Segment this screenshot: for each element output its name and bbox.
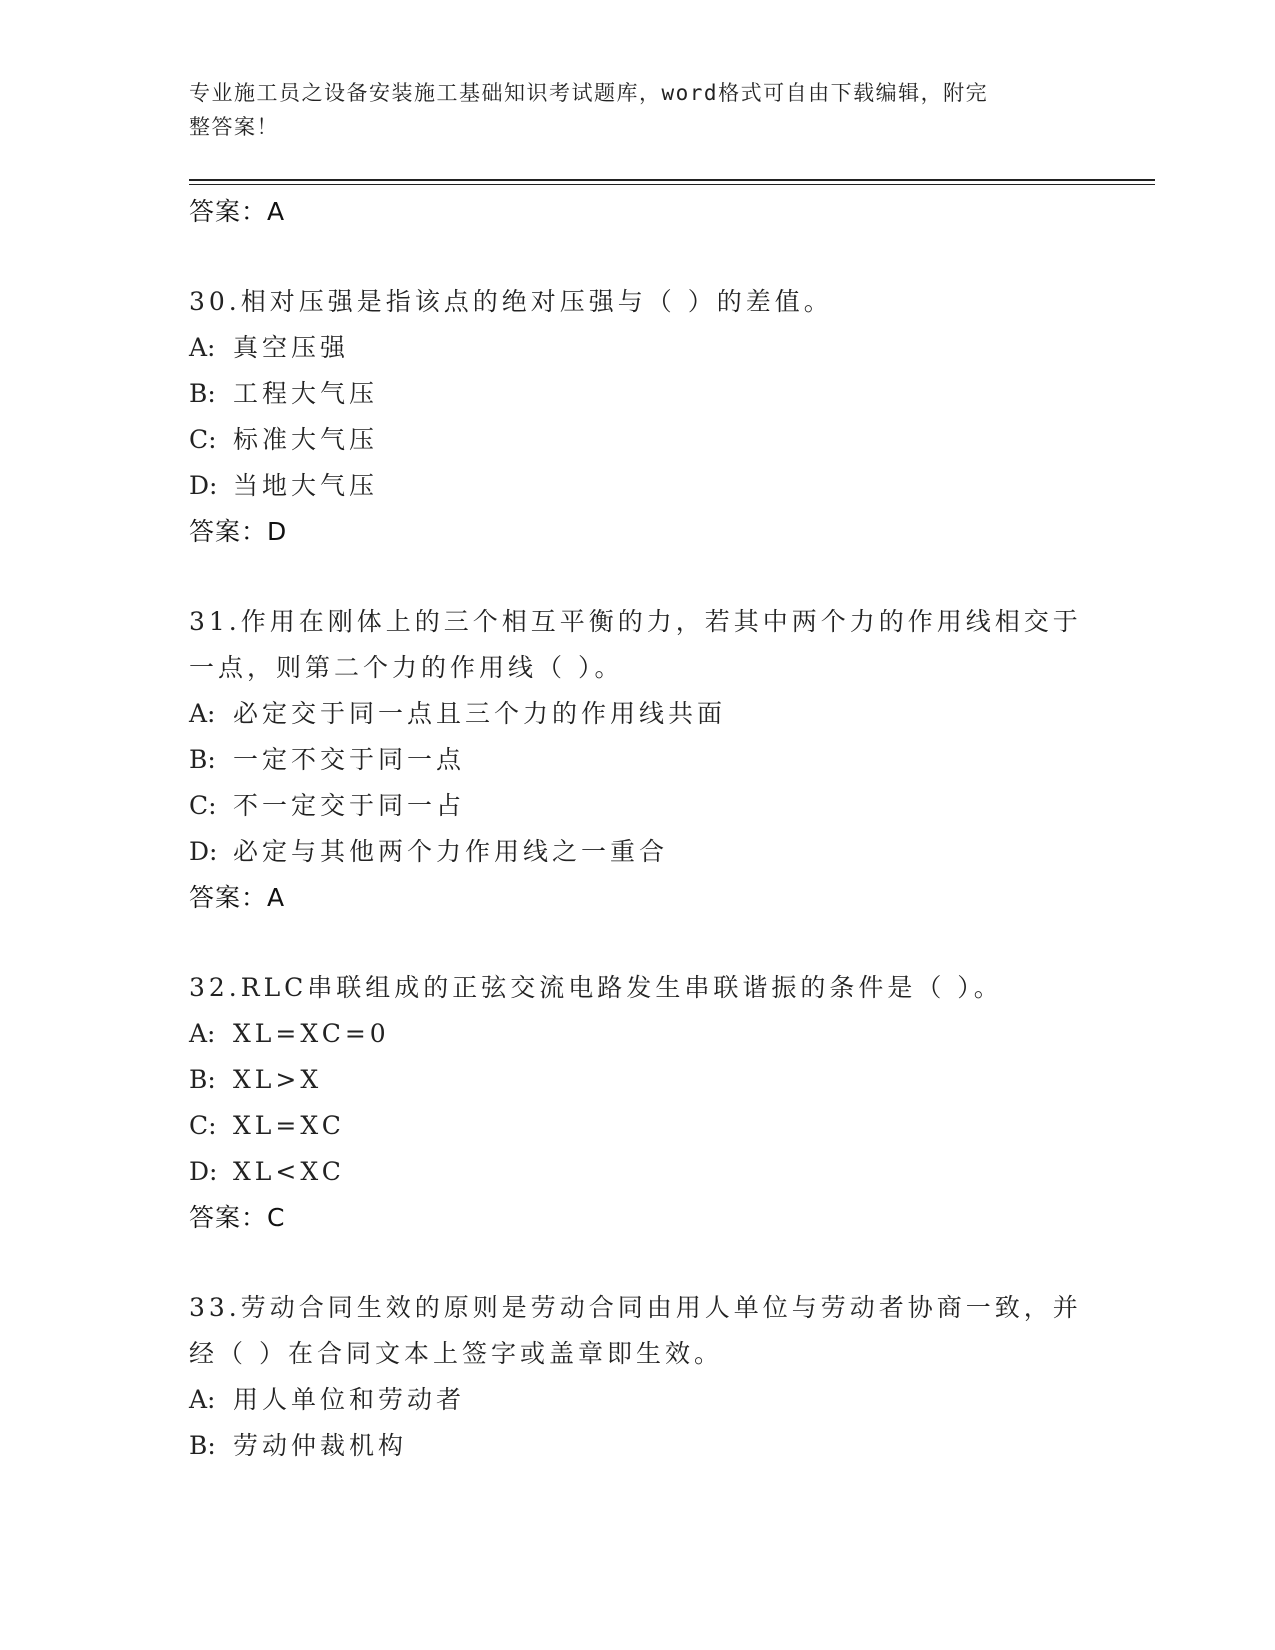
option-text: 当地大气压 [233, 471, 379, 500]
option-b [189, 371, 1089, 417]
option-text: XL>X [233, 1065, 323, 1094]
option-letter: D: [189, 837, 218, 866]
option-text: 不一定交于同一占 [233, 791, 466, 820]
option-text: 标准大气压 [233, 425, 379, 454]
option-d [189, 829, 1089, 875]
option-letter: B: [189, 1065, 216, 1094]
option-text: 必定与其他两个力作用线之一重合 [233, 837, 669, 866]
question-stem: 32.RLC串联组成的正弦交流电路发生串联谐振的条件是（ ）。 [189, 973, 1003, 1002]
option-a [189, 691, 1089, 737]
answer-line: 答案：A [189, 883, 286, 912]
question-32 [189, 965, 1089, 1241]
option-text: 劳动仲裁机构 [233, 1431, 408, 1460]
question-30 [189, 279, 1089, 555]
option-b [189, 737, 1089, 783]
question-stem: 31.作用在刚体上的三个相互平衡的力，若其中两个力的作用线相交于一点，则第二个力的作用线（ ）。 [189, 607, 1082, 682]
question-stem: 33.劳动合同生效的原则是劳动合同由用人单位与劳动者协商一致，并经（ ）在合同文本上签字或盖章即生效。 [189, 1293, 1082, 1368]
answer-line: 答案：C [189, 1203, 286, 1232]
option-text: 一定不交于同一点 [233, 745, 466, 774]
option-letter: A: [189, 1019, 216, 1048]
option-text: XL<XC [233, 1157, 345, 1186]
option-letter: D: [189, 471, 218, 500]
question-33 [189, 1285, 1089, 1469]
option-a [189, 325, 1089, 371]
option-text: XL=XC=0 [233, 1019, 390, 1048]
header-rule-thin [189, 184, 1155, 185]
header-line-1: 专业施工员之设备安装施工基础知识考试题库，word格式可自由下载编辑，附完 [189, 81, 989, 105]
option-text: XL=XC [233, 1111, 345, 1140]
option-letter: D: [189, 1157, 218, 1186]
option-b [189, 1423, 1089, 1469]
option-text: 用人单位和劳动者 [233, 1385, 466, 1414]
question-31 [189, 599, 1089, 921]
header-rule-thick [189, 179, 1155, 181]
answer-line: 答案：A [189, 197, 286, 226]
option-d [189, 1149, 1089, 1195]
option-letter: C: [189, 1111, 217, 1140]
header-line-2: 整答案！ [189, 115, 279, 139]
option-letter: C: [189, 425, 217, 454]
option-text: 工程大气压 [233, 379, 379, 408]
option-letter: B: [189, 1431, 216, 1460]
option-letter: A: [189, 1385, 216, 1414]
option-text: 真空压强 [233, 333, 350, 362]
option-c [189, 1103, 1089, 1149]
question-stem: 30.相对压强是指该点的绝对压强与（ ）的差值。 [189, 287, 833, 316]
option-letter: B: [189, 379, 216, 408]
option-letter: B: [189, 745, 216, 774]
option-d [189, 463, 1089, 509]
answer-line: 答案：D [189, 517, 288, 546]
exam-content [189, 189, 1089, 1469]
document-header [189, 76, 1089, 144]
option-a [189, 1377, 1089, 1423]
option-letter: C: [189, 791, 217, 820]
option-a [189, 1011, 1089, 1057]
option-letter: A: [189, 699, 216, 728]
option-b [189, 1057, 1089, 1103]
option-c [189, 417, 1089, 463]
option-c [189, 783, 1089, 829]
option-letter: A: [189, 333, 216, 362]
option-text: 必定交于同一点且三个力的作用线共面 [233, 699, 727, 728]
